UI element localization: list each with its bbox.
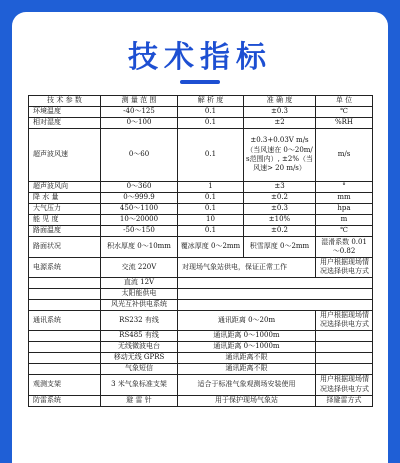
table-row	[29, 237, 373, 258]
param-name: 路面状况	[29, 237, 101, 258]
param-unit: °	[316, 182, 373, 193]
header-cell: 单 位	[316, 96, 373, 107]
table-row	[29, 129, 373, 182]
param-accuracy: ±0.2	[244, 226, 316, 237]
table-row	[29, 299, 373, 310]
header-cell: 解 析 度	[178, 96, 244, 107]
param-name: 环境温度	[29, 107, 101, 118]
table-row	[29, 341, 373, 352]
param-range: -50～150	[101, 226, 178, 237]
param-range: 积水厚度 0～10mm	[101, 237, 178, 258]
comm-option-note: 通讯距离不限	[178, 363, 316, 374]
param-accuracy: ±0.3	[244, 204, 316, 215]
power-option: 交流 220V	[101, 258, 178, 278]
param-name: 超声波风速	[29, 129, 101, 182]
param-unit: ℃	[316, 226, 373, 237]
lightning-value: 避 雷 针	[101, 395, 178, 406]
page-title: 技术指标	[128, 40, 272, 75]
mount-label: 观测支架	[29, 374, 101, 395]
lightning-value-note: 用于保护现场气象站	[178, 395, 316, 406]
param-range: 0～100	[101, 118, 178, 129]
mount-value-note: 适合于标准气象观测场安装使用	[178, 374, 316, 395]
comm-option: RS485 有线	[101, 330, 178, 341]
param-resolution: 0.1	[178, 204, 244, 215]
power-note: 用户根据现场情况选择供电方式	[316, 258, 373, 278]
param-resolution: 1	[178, 182, 244, 193]
table-row	[29, 374, 373, 395]
param-name: 超声波风向	[29, 182, 101, 193]
power-label: 电源系统	[29, 258, 101, 278]
param-unit: m	[316, 215, 373, 226]
param-resolution: 0.1	[178, 129, 244, 182]
table-row	[29, 330, 373, 341]
param-range: 10～20000	[101, 215, 178, 226]
param-name: 路面温度	[29, 226, 101, 237]
param-unit: ℃	[316, 107, 373, 118]
table-row	[29, 215, 373, 226]
param-accuracy: ±0.2	[244, 193, 316, 204]
param-name: 降 水 量	[29, 193, 101, 204]
comm-option-note: 通讯距离 0～1000m	[178, 330, 316, 341]
param-resolution: 10	[178, 215, 244, 226]
param-accuracy: 积雪厚度 0～2mm	[244, 237, 316, 258]
param-accuracy: ±3	[244, 182, 316, 193]
header-cell: 技 术 参 数	[29, 96, 101, 107]
param-accuracy: ±0.3+0.03V m/s（当风速在 0～20m/s范围内）, ±2%（当风速> 20 m/s）	[244, 129, 316, 182]
param-unit: 湿滑系数 0.01～0.82	[316, 237, 373, 258]
param-name: 相对湿度	[29, 118, 101, 129]
comm-note: 用户根据现场情况选择供电方式	[316, 310, 373, 330]
param-range: 450～1100	[101, 204, 178, 215]
header-cell: 测 量 范 围	[101, 96, 178, 107]
power-option: 直流 12V	[101, 277, 178, 288]
power-option-note: 对现场气象站供电，保证正常工作	[178, 258, 316, 278]
comm-option: 气象短信	[101, 363, 178, 374]
lightning-note: 择避雷方式	[316, 395, 373, 406]
table-header-row	[29, 96, 373, 107]
param-range: 0～999.9	[101, 193, 178, 204]
table-row	[29, 193, 373, 204]
param-name: 大气压力	[29, 204, 101, 215]
param-range: 0～360	[101, 182, 178, 193]
param-unit: hpa	[316, 204, 373, 215]
title-underline	[180, 80, 220, 84]
param-name: 能 见 度	[29, 215, 101, 226]
comm-option-note: 通讯距离不限	[178, 352, 316, 363]
comm-label: 通讯系统	[29, 310, 101, 330]
table-row	[29, 107, 373, 118]
param-resolution: 0.1	[178, 193, 244, 204]
table-row	[29, 182, 373, 193]
comm-option: 无线微波电台	[101, 341, 178, 352]
param-accuracy: ±10%	[244, 215, 316, 226]
table-row	[29, 395, 373, 406]
mount-value: 3 米气象标准支架	[101, 374, 178, 395]
table-row	[29, 118, 373, 129]
param-accuracy: ±0.3	[244, 107, 316, 118]
header-cell: 准 确 度	[244, 96, 316, 107]
spec-card	[12, 12, 388, 463]
table-row	[29, 288, 373, 299]
table-row	[29, 277, 373, 288]
comm-option: 移动无线 GPRS	[101, 352, 178, 363]
comm-option-note: 通讯距离 0～1000m	[178, 341, 316, 352]
comm-option-note: 通讯距离 0～20m	[178, 310, 316, 330]
param-resolution: 0.1	[178, 118, 244, 129]
param-range: -40～125	[101, 107, 178, 118]
param-resolution: 0.1	[178, 107, 244, 118]
param-unit: mm	[316, 193, 373, 204]
mount-note: 用户根据现场情况选择供电方式	[316, 374, 373, 395]
lightning-label: 防雷系统	[29, 395, 101, 406]
table-row	[29, 363, 373, 374]
comm-option: RS232 有线	[101, 310, 178, 330]
param-resolution: 覆冰厚度 0～2mm	[178, 237, 244, 258]
spec-table	[28, 95, 373, 407]
param-accuracy: ±2	[244, 118, 316, 129]
param-unit: %RH	[316, 118, 373, 129]
param-resolution: 0.1	[178, 226, 244, 237]
table-row	[29, 352, 373, 363]
param-unit: m/s	[316, 129, 373, 182]
table-row	[29, 204, 373, 215]
param-range: 0～60	[101, 129, 178, 182]
power-option: 风光互补供电系统	[101, 299, 178, 310]
table-row	[29, 226, 373, 237]
power-option: 太阳能供电	[101, 288, 178, 299]
